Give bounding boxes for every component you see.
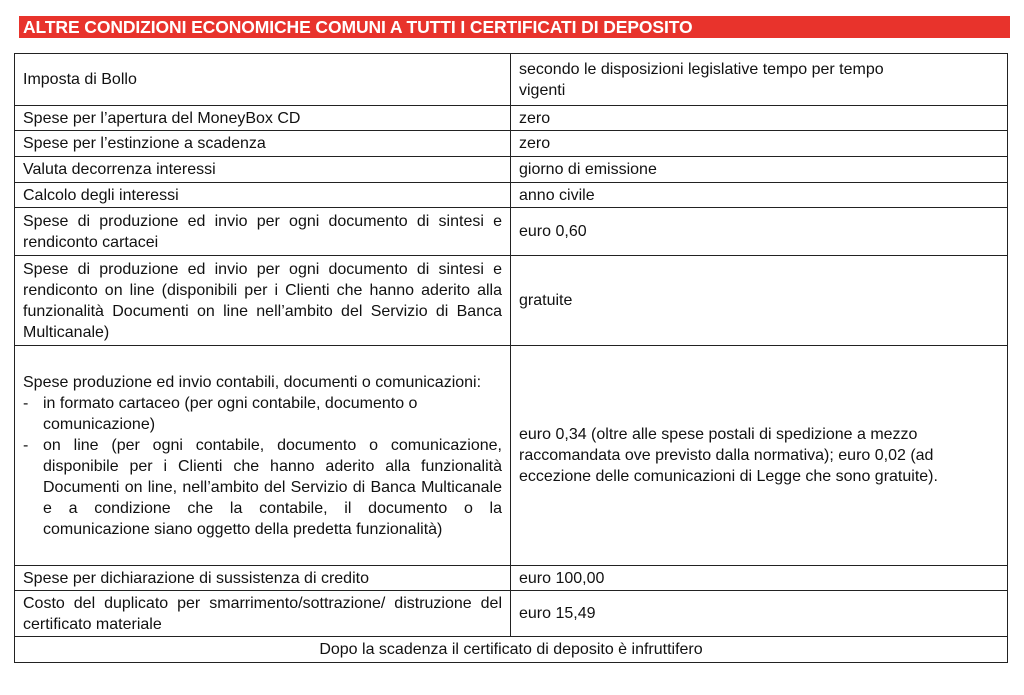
table-row <box>15 346 1008 566</box>
row-label: Valuta decorrenza interessi <box>15 157 511 183</box>
section-title: ALTRE CONDIZIONI ECONOMICHE COMUNI A TUTTI I CERTIFICATI DI DEPOSITO <box>19 16 1010 38</box>
row-value: zero <box>511 131 1008 157</box>
table-row <box>15 131 1008 157</box>
row-label: Spese per l’apertura del MoneyBox CD <box>15 106 511 131</box>
list-item <box>23 393 502 435</box>
row-value: euro 0,34 (oltre alle spese postali di spedizione a mezzo raccomandata ove previsto dalla normativa); euro 0,02 (ad eccezione delle comunicazioni di Legge che sono gratuite). <box>511 346 1008 566</box>
table-row <box>15 183 1008 208</box>
row-value: euro 0,60 <box>511 208 1008 256</box>
list-item-text: in formato cartaceo (per ogni contabile, documento o comunicazione) <box>43 394 418 433</box>
row-value: secondo le disposizioni legislative tempo per tempo vigenti <box>511 54 1008 106</box>
table-row <box>15 157 1008 183</box>
row-value: euro 100,00 <box>511 566 1008 591</box>
bullet-marker: - <box>23 436 29 454</box>
table-row <box>15 591 1008 637</box>
row-label: Imposta di Bollo <box>15 54 511 106</box>
row-label-intro: Spese produzione ed invio contabili, documenti o comunicazioni: <box>23 373 482 391</box>
table-row <box>15 54 1008 106</box>
row-value: euro 15,49 <box>511 591 1008 637</box>
list-item-text: on line (per ogni contabile, documento o comunicazione, disponibile per i Clienti che hanno aderito alla funzionalità Documenti on line, nell’ambito del Servizio di Banca Multicanale e a condizione che la contabile, il documento o la comunicazione siano oggetto della predetta funzionalità) <box>43 436 502 538</box>
row-label: Spese per l’estinzione a scadenza <box>15 131 511 157</box>
list-item <box>23 435 502 540</box>
footer-note: Dopo la scadenza il certificato di deposito è infruttifero <box>15 637 1008 663</box>
row-value: giorno di emissione <box>511 157 1008 183</box>
bullet-marker: - <box>23 394 29 412</box>
conditions-table <box>14 53 1008 663</box>
row-label: Calcolo degli interessi <box>15 183 511 208</box>
row-label: Costo del duplicato per smarrimento/sottrazione/ distruzione del certificato materiale <box>15 591 511 637</box>
row-label: Spese di produzione ed invio per ogni documento di sintesi e rendiconto on line (disponibili per i Clienti che hanno aderito alla funzionalità Documenti on line nell’ambito del Servizio di Banca Multicanale) <box>15 256 511 346</box>
row-label: Spese di produzione ed invio per ogni documento di sintesi e rendiconto cartacei <box>15 208 511 256</box>
table-row <box>15 106 1008 131</box>
table-row <box>15 566 1008 591</box>
table-row <box>15 637 1008 663</box>
row-label <box>15 346 511 566</box>
table-row <box>15 208 1008 256</box>
row-label: Spese per dichiarazione di sussistenza di credito <box>15 566 511 591</box>
row-value: zero <box>511 106 1008 131</box>
row-value: gratuite <box>511 256 1008 346</box>
table-row <box>15 256 1008 346</box>
row-value: anno civile <box>511 183 1008 208</box>
